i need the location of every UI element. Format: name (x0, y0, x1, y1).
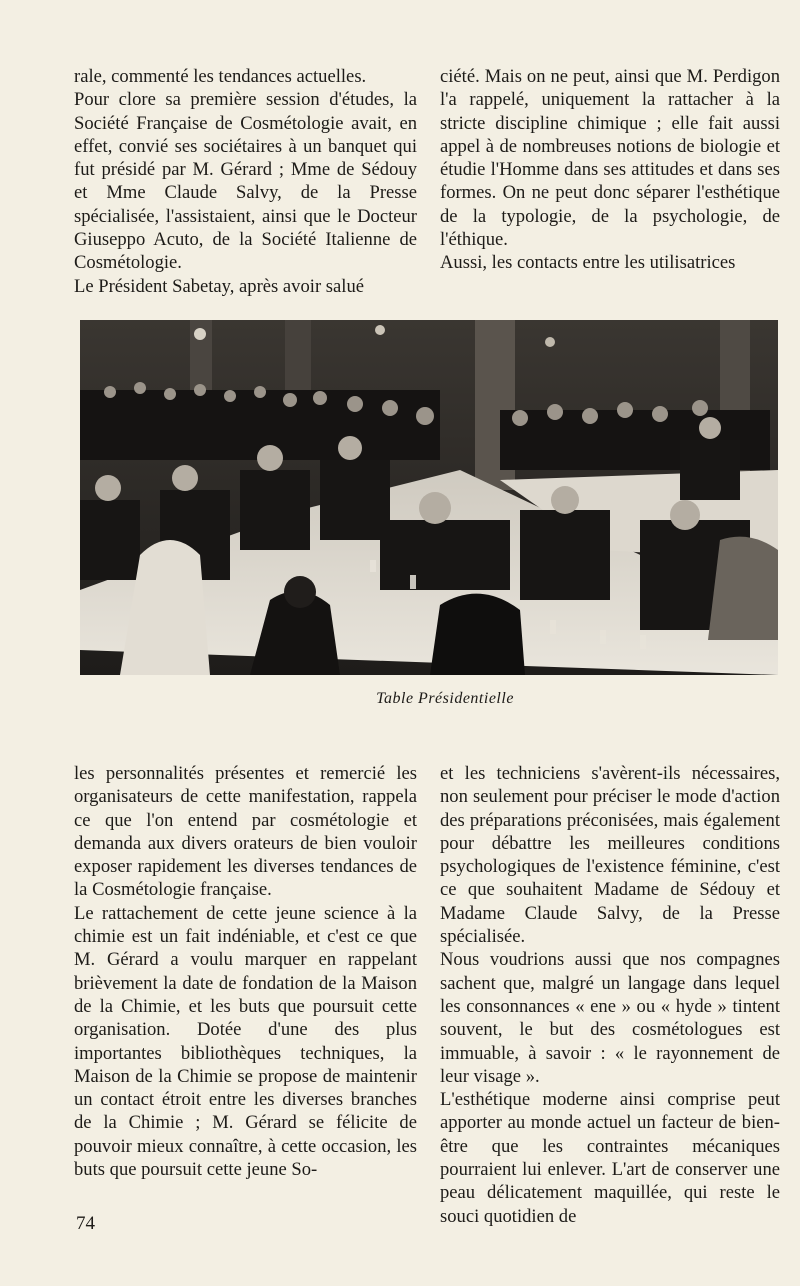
paragraph: rale, commenté les tendances actuelles. (74, 66, 367, 87)
text-column-bottom-left (74, 762, 417, 1181)
paragraph: Pour clore sa première session d'études, la Société Française de Cosmétologie avait, en effet, convié ses sociétaires à un banquet qui fut présidé par M. Gérard ; Mme de Sédouy et Mme Claude Salvy, de la Presse spécialisée, l'assistaient, ainsi que le Docteur Giuseppo Acuto, de la Société Italienne de Cosmétologie. (74, 89, 417, 274)
paragraph: L'esthétique moderne ainsi comprise peut apporter au monde actuel un facteur de bien-être que les contraintes mécaniques pourraient lui enlever. L'art de conserver une peau délicatement maquillée, qui reste le souci quotidien de (440, 1089, 780, 1227)
text-column-bottom-right (440, 762, 780, 1228)
paragraph: et les techniciens s'avèrent-ils nécessaires, non seulement pour préciser le mode d'action des préparations préconisées, mais également pour débattre les meilleures conditions psychologiques de l'existence féminine, c'est ce que souhaitent Madame de Sédouy et Madame Claude Salvy, de la Presse spécialisée. (440, 763, 780, 948)
page-number: 74 (76, 1213, 95, 1234)
paragraph: Nous voudrions aussi que nos compagnes sachent que, malgré un langage dans lequel les consonnances « ene » ou « hyde » tintent souvent, le but des cosmétologues est immuable, à savoir : « le rayonnement de leur visage ». (440, 949, 780, 1087)
paragraph: les personnalités présentes et remercié les organisateurs de cette manifestation, rappela ce que l'on entend par cosmétologie et demanda aux divers orateurs de bien vouloir exposer rapidement les diverses tendances de la Cosmétologie française. (74, 763, 417, 901)
paragraph: Le Président Sabetay, après avoir salué (74, 275, 364, 297)
paragraph: ciété. Mais on ne peut, ainsi que M. Perdigon l'a rappelé, uniquement la rattacher à la stricte discipline chimique ; elle fait aussi appel à de nombreuses notions de biologie et étudie l'Homme dans ses attitudes et dans ses formes. On ne peut donc séparer l'esthétique de la typologie, de la psychologie, de l'éthique. (440, 66, 780, 251)
text-column-top-right (440, 65, 780, 275)
banquet-photo (80, 320, 778, 675)
text-column-top-left (74, 65, 417, 298)
paragraph: Aussi, les contacts entre les utilisatrices (440, 252, 736, 274)
photo-caption: Table Présidentielle (376, 690, 514, 707)
paragraph: Le rattachement de cette jeune science à la chimie est un fait indéniable, et c'est ce que M. Gérard a voulu marquer en rappelant brièvement la date de fondation de la Maison de la Chimie, et les buts que poursuit cette organisation. Dotée d'une des plus importantes bibliothèques techniques, la Maison de la Chimie se propose de maintenir un contact étroit entre les diverses branches de la Chimie ; M. Gérard se félicite de pouvoir mieux connaître, à cette occasion, les buts que poursuit cette jeune So- (74, 902, 417, 1181)
